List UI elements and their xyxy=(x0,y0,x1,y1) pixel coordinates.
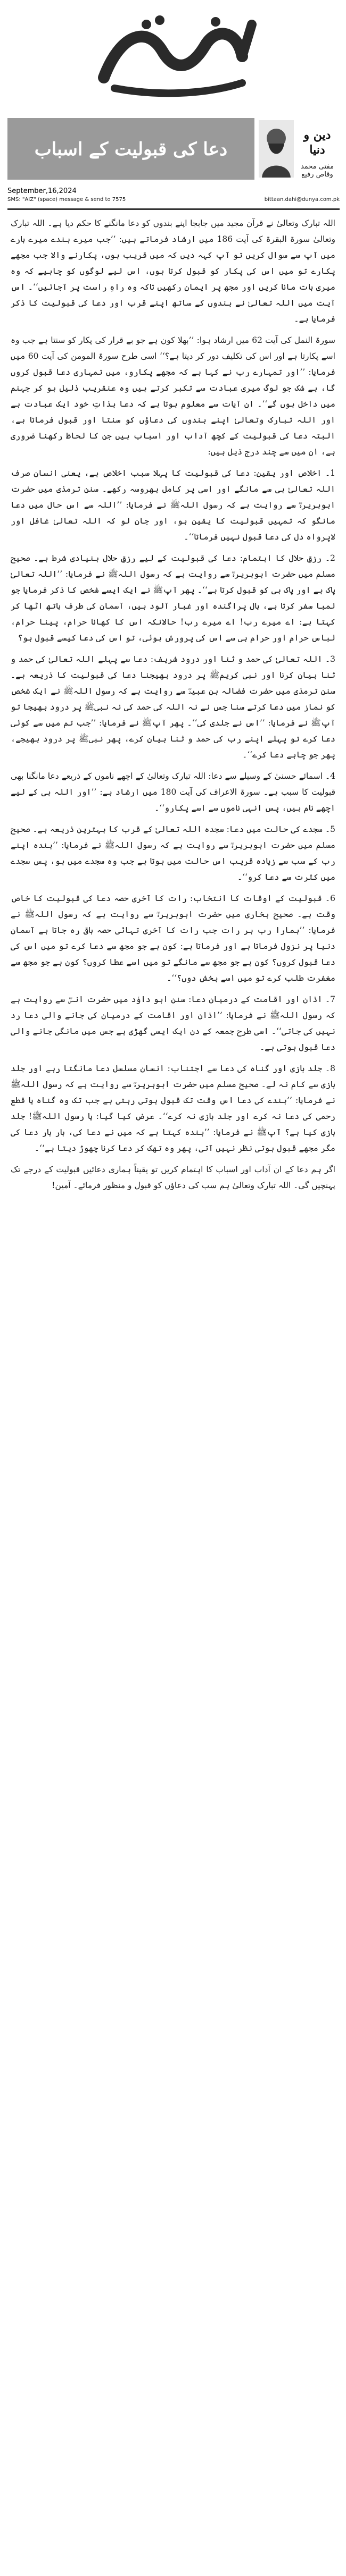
paragraph: 3۔ اللہ تعالیٰ کی حمد و ثنا اور درود شریف: دعا سے پہلے اللہ تعالیٰ کی حمد و ثنا بیان کرنا اور نبی کریمﷺ پر درود بھیجنا دعا کی قبولیت کا ذریعہ ہے۔ سنن ترمذی میں حضرت فضالہ بن عبیدؓ سے روایت ہے کہ رسول اللہﷺ نے ایک شخص کو نماز میں دعا کرتے سنا جس نے نہ اللہ کی حمد کی نہ نبیﷺ پر درود بھیجا تو آپﷺ نے فرمایا: ’’اس نے جلدی کی‘‘۔ پھر آپﷺ نے فرمایا: ’’جب تم میں سے کوئی دعا کرے تو پہلے اپنے رب کی حمد و ثنا بیان کرے، پھر نبیﷺ پر درود بھیجے، پھر جو چاہے دعا کرے‘‘۔ xyxy=(11,654,336,760)
author-block xyxy=(295,128,340,179)
author-brand: دین و دنیا xyxy=(303,128,331,157)
contact-row xyxy=(7,197,340,203)
header-divider xyxy=(7,208,340,210)
author-box xyxy=(256,118,340,180)
article-body xyxy=(11,215,335,1199)
masthead xyxy=(0,0,346,112)
dunya-logo-icon xyxy=(83,3,263,104)
article-title: دعا کی قبولیت کے اسباب xyxy=(34,138,228,160)
title-bar xyxy=(7,118,254,180)
paragraph: 2۔ رزقِ حلال کا اہتمام: دعا کی قبولیت کے لیے رزقِ حلال بنیادی شرط ہے۔ صحیح مسلم میں حضرت ابوہریرہؓ سے روایت ہے کہ رسول اللہﷺ نے فرمایا: ’’اللہ تعالیٰ پاک ہے اور پاک ہی کو قبول کرتا ہے‘‘۔ پھر آپﷺ نے ایک ایسے شخص کا ذکر فرمایا جو لمبا سفر کرتا ہے، بال پراگندہ اور غبار آلود ہیں، آسمان کی طرف ہاتھ اٹھا کر کہتا ہے: اے میرے رب! اے میرے رب! حالانکہ اس کا کھانا حرام، پینا حرام، لباس حرام اور حرام ہی سے اس کی پرورش ہوئی، تو اس کی دعا کیسے قبول ہو؟ xyxy=(11,553,335,643)
meta-row xyxy=(7,186,340,196)
paragraph: 7۔ اذان اور اقامت کے درمیان دعا: سنن ابو داؤد میں حضرت انسؓ سے روایت ہے کہ رسول اللہﷺ نے فرمایا: ’’اذان اور اقامت کے درمیان کی جانے والی دعا رد نہیں کی جاتی‘‘۔ اسی طرح جمعہ کے دن ایک ایسی گھڑی ہے جس میں مانگی جانے والی دعا قبول ہوتی ہے۔ xyxy=(11,995,335,1052)
author-name: مفتی محمد وقاص رفیع xyxy=(300,163,334,179)
sms-instructions: SMS: "AIZ" (space) message & send to 7575 xyxy=(7,197,126,203)
paragraph: سورۃ النمل کی آیت 62 میں ارشاد ہوا: ’’بھلا کون ہے جو بے قرار کی پکار کو سنتا ہے جب وہ اسے پکارتا ہے اور اس کی تکلیف دور کر دیتا ہے؟‘‘ اسی طرح سورۃ المومن کی آیت 60 میں فرمایا: ’’اور تمہارے رب نے کہا ہے کہ مجھے پکارو، میں تمہاری دعا قبول کروں گا، بے شک جو لوگ میری عبادت سے تکبر کرتے ہیں وہ عنقریب ذلیل ہو کر جہنم میں داخل ہوں گے‘‘۔ ان آیات سے معلوم ہوتا ہے کہ دعا بذاتِ خود ایک عبادت ہے اور اللہ تبارک وتعالیٰ اپنے بندوں کی دعاؤں کو سنتا اور قبول فرماتا ہے، البتہ دعا کی قبولیت کے کچھ آداب اور اسباب ہیں جن کا لحاظ رکھنا ضروری ہے، ان میں سے چند درج ذیل ہیں: xyxy=(11,335,335,457)
paragraph: 1۔ اخلاص اور یقین: دعا کی قبولیت کا پہلا سبب اخلاص ہے، یعنی انسان صرف اللہ تعالیٰ ہی سے مانگے اور اسی پر کامل بھروسہ رکھے۔ سنن ترمذی میں حضرت ابوہریرہؓ سے روایت ہے کہ رسول اللہﷺ نے فرمایا: ’’اللہ سے اس حال میں دعا مانگو کہ تمہیں قبولیت کا یقین ہو، اور جان لو کہ اللہ تعالیٰ غافل اور لاپرواہ دل کی دعا قبول نہیں فرماتا‘‘۔ xyxy=(11,468,335,542)
author-photo xyxy=(259,120,294,178)
publish-date: September,16,2024 xyxy=(7,187,77,195)
article-header xyxy=(0,112,346,202)
paragraph: 6۔ قبولیت کے اوقات کا انتخاب: رات کا آخری حصہ دعا کی قبولیت کا خاص وقت ہے۔ صحیح بخاری میں حضرت ابوہریرہؓ سے روایت ہے کہ رسول اللہﷺ نے فرمایا: ’’ہمارا رب ہر رات جب رات کا آخری تہائی حصہ باقی رہ جاتا ہے آسمانِ دنیا پر نزول فرماتا ہے اور فرماتا ہے: کون ہے جو مجھ سے دعا کرے تو میں اس کی دعا قبول کروں؟ کون ہے جو مجھ سے مانگے تو میں اسے عطا کروں؟ کون ہے جو مجھ سے مغفرت طلب کرے تو میں اسے بخش دوں؟‘‘۔ xyxy=(11,894,335,983)
paragraph: اللہ تبارک وتعالیٰ نے قرآن مجید میں جابجا اپنے بندوں کو دعا مانگنے کا حکم دیا ہے۔ اللہ تبارک وتعالیٰ سورۃ البقرۃ کی آیت 186 میں ارشاد فرماتے ہیں: ’’جب میرے بندے میرے بارے میں آپ سے سوال کریں تو آپ کہہ دیں کہ میں قریب ہوں، پکارنے والا جب مجھے پکارے تو میں اس کی پکار کو قبول کرتا ہوں، اس لیے لوگوں کو چاہیے کہ وہ میری بات مانا کریں اور مجھ پر ایمان رکھیں تاکہ وہ راہِ راست پر آجائیں‘‘۔ اس آیت میں اللہ تعالیٰ نے بندوں کے ساتھ اپنے قرب اور دعا کی قبولیت کا ذکر فرمایا ہے۔ xyxy=(11,218,335,324)
paragraph: 4۔ اسمائے حسنیٰ کے وسیلے سے دعا: اللہ تبارک وتعالیٰ کے اچھے ناموں کے ذریعے دعا مانگنا بھی قبولیت کا سبب ہے۔ سورۃ الاعراف کی آیت 180 میں ارشاد ہے: ’’اور اللہ ہی کے لیے اچھے نام ہیں، پس انہی ناموں سے اسے پکارو‘‘۔ xyxy=(11,771,335,813)
paragraph: 5۔ سجدے کی حالت میں دعا: سجدہ اللہ تعالیٰ کے قرب کا بہترین ذریعہ ہے۔ صحیح مسلم میں حضرت ابوہریرہؓ سے روایت ہے کہ رسول اللہﷺ نے فرمایا: ’’بندہ اپنے رب کے سب سے زیادہ قریب اس حالت میں ہوتا ہے جب وہ سجدے میں ہو، پس سجدے میں کثرت سے دعا کرو‘‘۔ xyxy=(11,824,335,882)
brand-logo xyxy=(83,3,263,104)
paragraph: 8۔ جلد بازی اور گناہ کی دعا سے اجتناب: انسان مسلسل دعا مانگتا رہے اور جلد بازی سے کام نہ لے۔ صحیح مسلم میں حضرت ابوہریرہؓ سے روایت ہے کہ رسول اللہﷺ نے فرمایا: ’’بندے کی دعا اس وقت تک قبول ہوتی رہتی ہے جب تک وہ گناہ یا قطع رحمی کی دعا نہ کرے اور جلد بازی نہ کرے‘‘۔ عرض کیا گیا: یا رسول اللہﷺ! جلد بازی کیا ہے؟ آپﷺ نے فرمایا: ’’بندہ کہتا ہے کہ میں نے دعا کی، بار بار دعا کی مگر مجھے قبول ہوتی نظر نہیں آتی، پھر وہ تھک کر دعا کرنا چھوڑ دیتا ہے‘‘۔ xyxy=(11,1064,335,1153)
author-email[interactable]: bittaan.dahi@dunya.com.pk xyxy=(264,197,340,203)
paragraph: اگر ہم دعا کے ان آداب اور اسباب کا اہتمام کریں تو یقیناً ہماری دعائیں قبولیت کے درجے تک پہنچیں گی۔ اللہ تبارک وتعالیٰ ہم سب کی دعاؤں کو قبول و منظور فرمائے۔ آمین! xyxy=(11,1165,335,1190)
